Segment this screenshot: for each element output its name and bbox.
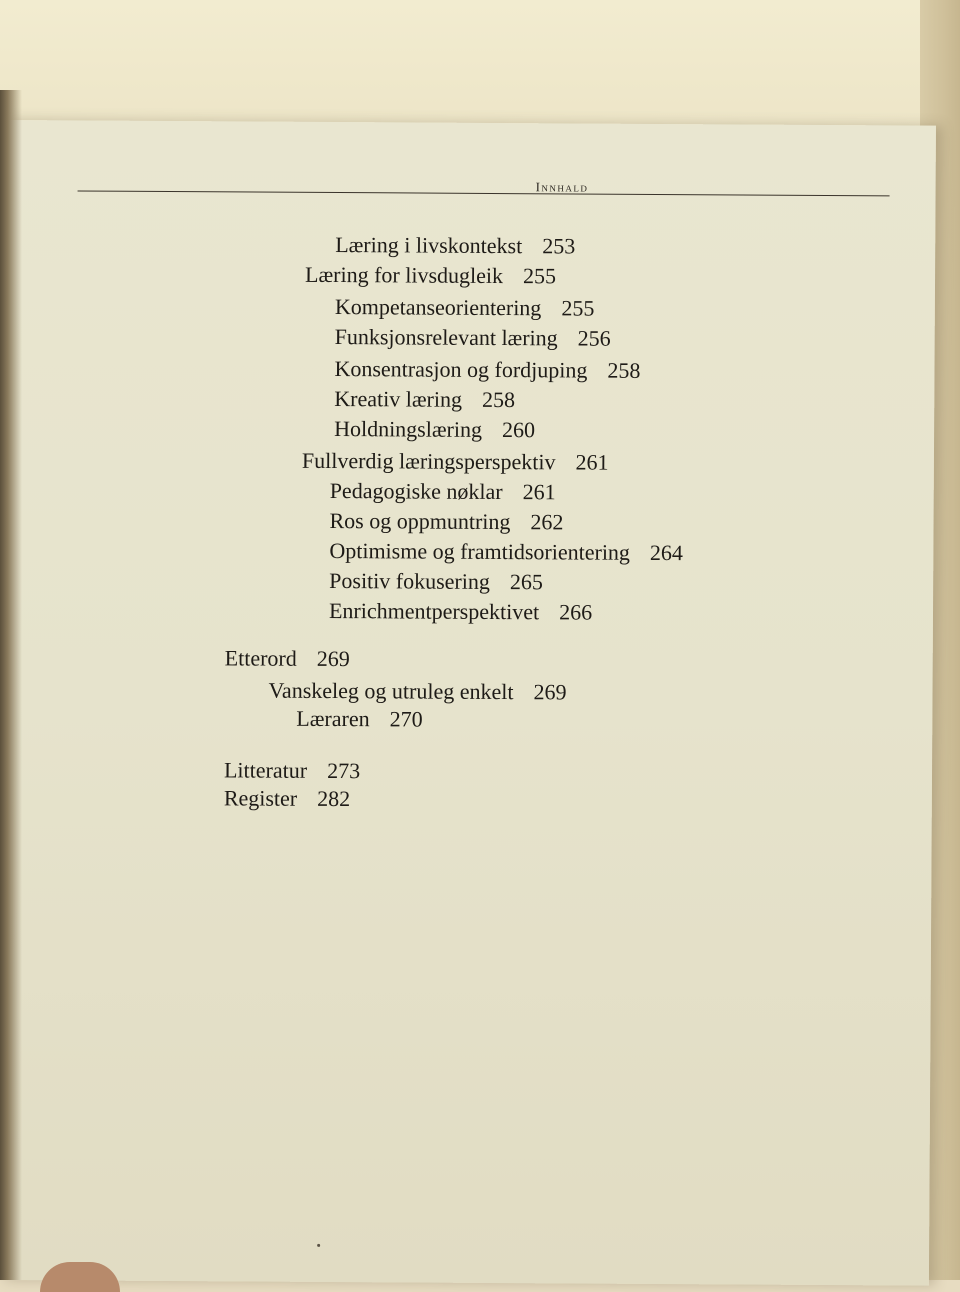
running-head: Innhald bbox=[535, 179, 589, 195]
toc-entry bbox=[335, 232, 575, 259]
toc-entry bbox=[329, 568, 543, 595]
toc-entry bbox=[335, 294, 595, 322]
toc-entry-title: Læring i livskontekst bbox=[335, 232, 523, 259]
toc-entry bbox=[330, 478, 556, 505]
table-of-contents bbox=[0, 120, 936, 1286]
toc-entry-title: Kreativ læring bbox=[334, 386, 463, 412]
toc-entry-page: 255 bbox=[522, 263, 557, 289]
toc-entry-page: 255 bbox=[561, 295, 595, 321]
toc-entry-page: 260 bbox=[501, 417, 536, 443]
toc-entry bbox=[329, 598, 592, 626]
toc-entry-title: Litteratur bbox=[223, 757, 308, 783]
toc-entry-title: Læring for livsdugleik bbox=[304, 261, 504, 289]
toc-entry-title: Ros og oppmuntring bbox=[329, 507, 511, 535]
toc-entry-page: 258 bbox=[481, 386, 516, 413]
toc-entry-page: 269 bbox=[533, 679, 567, 705]
toc-entry-title: Register bbox=[223, 785, 298, 811]
toc-entry-page: 256 bbox=[577, 325, 611, 351]
toc-entry-title: Funksjonsrelevant læring bbox=[334, 324, 558, 351]
toc-entry-title: Etterord bbox=[224, 645, 297, 671]
toc-entry-page: 270 bbox=[389, 706, 423, 732]
toc-entry bbox=[268, 678, 566, 706]
toc-entry-title: Holdningslæring bbox=[334, 416, 483, 442]
toc-entry bbox=[334, 356, 640, 384]
toc-entry bbox=[329, 508, 563, 535]
toc-entry-page: 269 bbox=[316, 645, 350, 672]
toc-entry-page: 262 bbox=[530, 509, 564, 535]
toc-entry-page: 258 bbox=[607, 357, 641, 383]
toc-entry-title: Fullverdig læringsperspektiv bbox=[301, 447, 556, 475]
toc-entry-page: 273 bbox=[327, 757, 361, 784]
toc-entry bbox=[296, 706, 422, 733]
toc-entry bbox=[224, 757, 360, 784]
book-page bbox=[0, 120, 936, 1286]
book-spine-shadow bbox=[0, 90, 22, 1280]
toc-entry-page: 282 bbox=[317, 785, 351, 812]
toc-entry bbox=[302, 448, 609, 476]
toc-entry-title: Pedagogiske nøklar bbox=[329, 477, 503, 505]
toc-entry-title: Vanskeleg og utruleg enkelt bbox=[268, 677, 514, 705]
toc-entry-title: Konsentrasjon og fordjuping bbox=[334, 356, 588, 383]
toc-entry-page: 266 bbox=[559, 599, 593, 625]
toc-entry-page: 261 bbox=[522, 479, 556, 505]
toc-entry-page: 253 bbox=[542, 233, 576, 259]
toc-entry-title: Positiv fokusering bbox=[329, 567, 491, 594]
toc-entry-title: Enrichmentperspektivet bbox=[328, 597, 540, 625]
toc-entry bbox=[335, 324, 611, 352]
toc-entry bbox=[334, 386, 515, 413]
toc-entry bbox=[305, 262, 556, 290]
toc-entry-page: 264 bbox=[649, 539, 684, 566]
toc-entry-title: Optimisme og framtidsorientering bbox=[329, 537, 631, 565]
toc-entry-page: 261 bbox=[575, 449, 609, 475]
toc-entry-title: Læraren bbox=[296, 705, 370, 732]
toc-entry bbox=[334, 416, 535, 443]
toc-entry bbox=[224, 785, 350, 812]
toc-entry-title: Kompetanseorientering bbox=[334, 294, 542, 321]
ink-speck bbox=[317, 1244, 320, 1247]
toc-entry bbox=[329, 538, 683, 566]
toc-entry bbox=[225, 645, 350, 672]
toc-entry-page: 265 bbox=[509, 569, 543, 595]
